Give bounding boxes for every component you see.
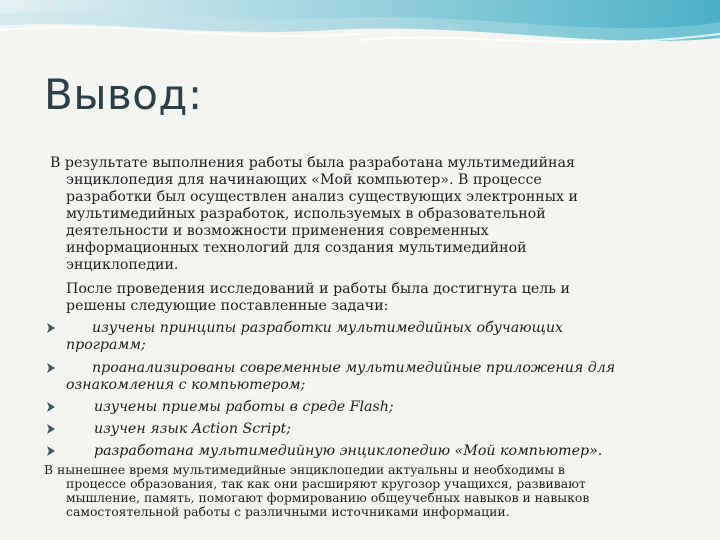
bullet-text: ознакомления с компьютером; (66, 377, 306, 393)
arrow-bullet-icon (45, 445, 57, 457)
paragraph-line: энциклопедия для начинающих «Мой компьютер». В процессе (66, 172, 542, 188)
slide-title: Вывод: (44, 70, 203, 119)
paragraph-line: мультимедийных разработок, используемых в образовательной (66, 206, 546, 222)
conclusion-line: самостоятельной работы с различными источниками информации. (66, 504, 510, 519)
bullet-text: изучены принципы разработки мультимедийных обучающих (92, 320, 563, 336)
paragraph-line: После проведения исследований и работы была достигнута цель и (66, 281, 570, 297)
bullet-text: разработана мультимедийную энциклопедию «Мой компьютер». (94, 443, 603, 459)
conclusion-line: В нынешнее время мультимедийные энциклопедии актуальны и необходимы в (44, 462, 565, 477)
conclusion-line: мышление, память, помогают формированию общеучебных навыков и навыков (66, 490, 590, 505)
paragraph-line: информационных технологий для создания мультимедийной (66, 240, 527, 256)
arrow-bullet-icon (45, 362, 57, 374)
bullet-text: программ; (66, 337, 146, 353)
bullet-text: изучены приемы работы в среде Flash; (94, 399, 394, 415)
arrow-bullet-icon (45, 322, 57, 334)
paragraph-line: деятельности и возможности применения современных (66, 223, 489, 239)
paragraph-line: В результате выполнения работы была разработана мультимедийная (50, 155, 575, 171)
conclusion-line: процессе образования, так как они расширяют кругозор учащихся, развивают (66, 476, 586, 491)
bullet-text: изучен язык Action Script; (94, 421, 292, 437)
paragraph-line: разработки был осуществлен анализ существующих электронных и (66, 189, 578, 205)
arrow-bullet-icon (45, 423, 57, 435)
paragraph-line: энциклопедии. (66, 257, 179, 273)
header-wave-decoration (0, 0, 720, 60)
arrow-bullet-icon (45, 401, 57, 413)
bullet-text: проанализированы современные мультимедийные приложения для (92, 360, 616, 376)
paragraph-line: решены следующие поставленные задачи: (66, 298, 389, 314)
